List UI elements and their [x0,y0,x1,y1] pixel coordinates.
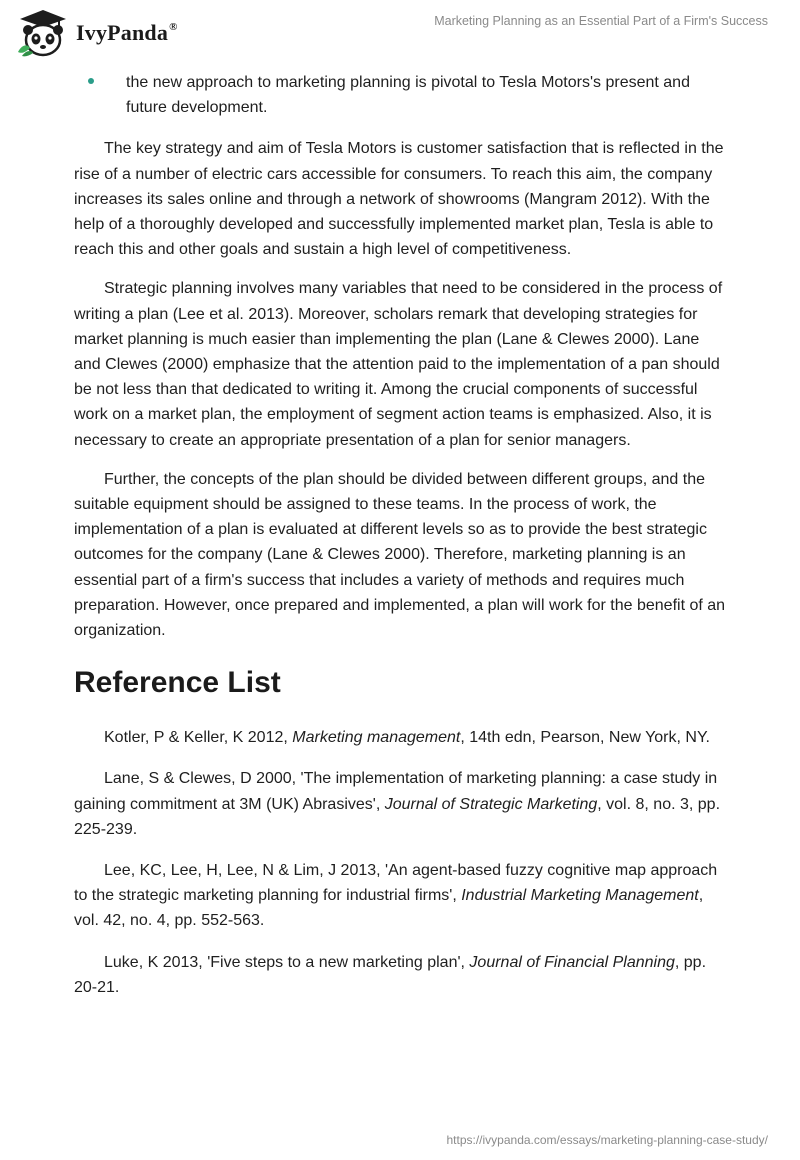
essay-content [74,70,726,1016]
reference-item: Kotler, P & Keller, K 2012, Marketing management, 14th edn, Pearson, New York, NY. [104,729,710,747]
source-url[interactable]: https://ivypanda.com/essays/marketing-planning-case-study/ [446,1133,768,1147]
reference-item: Lane, S & Clewes, D 2000, 'The implementation of marketing planning: a case study in gaining commitment at 3M (UK) Abrasives', Journal of Strategic Marketing, vol. 8, no. 3, pp. 225-239. [74,770,721,838]
reference-item: Lee, KC, Lee, H, Lee, N & Lim, J 2013, 'An agent-based fuzzy cognitive map approach to the strategic marketing planning for industrial firms', Industrial Marketing Management, vol. 42, no. 4, pp. 552-563. [74,862,718,930]
reference-list [74,725,726,1000]
brand-name: IvyPanda® [76,20,178,45]
bullet-item: the new approach to marketing planning is pivotal to Tesla Motors's present and future development. [74,70,726,120]
reference-item: Luke, K 2013, 'Five steps to a new marketing plan', Journal of Financial Planning, pp. 20-21. [74,953,707,996]
bullet-list [74,70,726,120]
panda-graduate-icon [14,8,72,58]
reference-list-heading: Reference List [74,666,281,700]
body-paragraph: Further, the concepts of the plan should be divided between different groups, and the suitable equipment should be assigned to these teams. In the process of work, the implementation of a plan is evaluated at different levels so as to provide the best strategic outcomes for the company (Lane & Clewes 2000). Therefore, marketing planning is an essential part of a firm's success that includes a variety of methods and requires much preparation. However, once prepared and implemented, a plan will work for the benefit of an organization. [74,470,726,640]
page-header [0,0,800,70]
bullet-dot-icon [88,78,94,84]
ivypanda-logo[interactable] [14,8,178,58]
body-paragraph: The key strategy and aim of Tesla Motors is customer satisfaction that is reflected in the rise of a number of electric cars accessible for consumers. To reach this aim, the company increases its sales online and through a network of showrooms (Mangram 2012). With the help of a thoroughly developed and successfully implemented market plan, Tesla is able to reach this and other goals and sustain a high level of competitiveness. [74,140,724,259]
body-paragraph: Strategic planning involves many variables that need to be considered in the process of writing a plan (Lee et al. 2013). Moreover, scholars remark that developing strategies for market planning is much easier than implementing the plan (Lane & Clewes 2000). Lane and Clewes (2000) emphasize that the attention paid to the implementation of a pan should be not less than that dedicated to writing it. Among the crucial components of successful work on a market plan, the employment of segment action teams is emphasized. Also, it is necessary to create an appropriate presentation of a plan for senior managers. [74,280,723,449]
document-title: Marketing Planning as an Essential Part of a Firm's Success [434,14,768,28]
